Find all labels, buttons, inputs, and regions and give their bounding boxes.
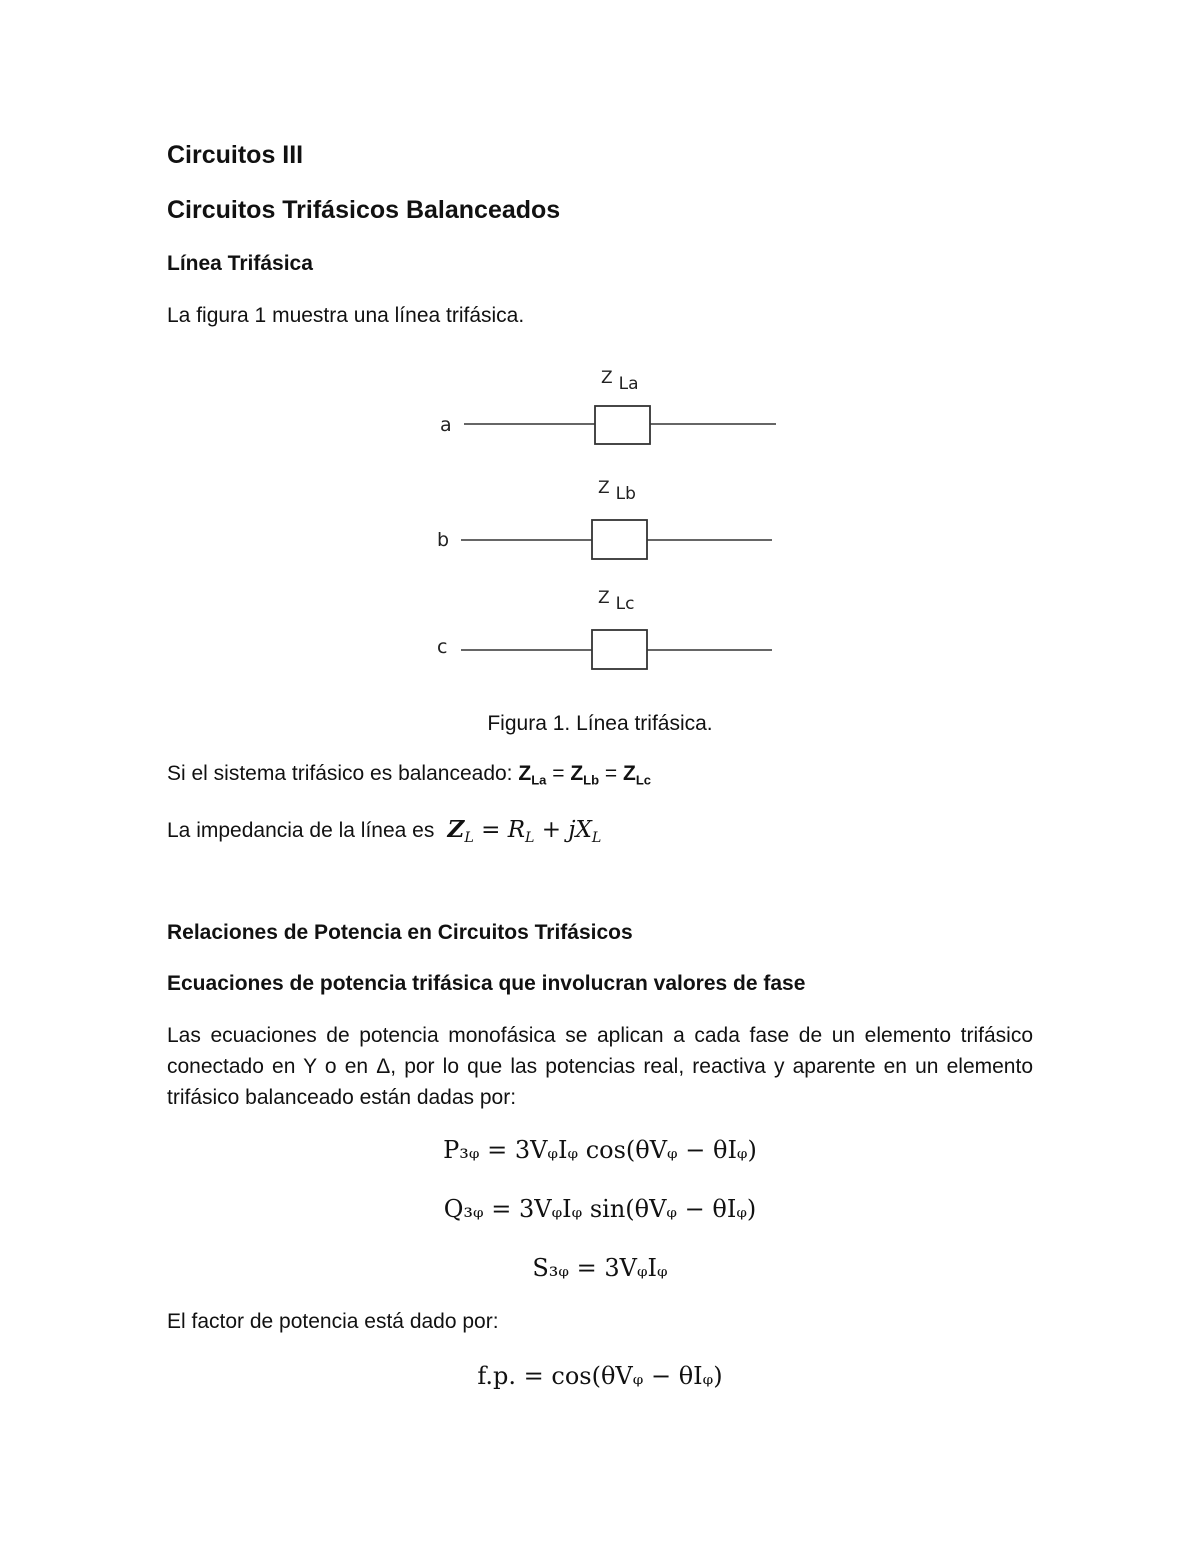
balanced-statement: Si el sistema trifásico es balanceado: $Z_{La} = Z_{Lb} = Z_{Lc}$ xyxy=(167,762,652,788)
impedance-statement: La impedancia de la línea es $Z_L = R_L + jX_L$ xyxy=(167,816,602,846)
body-paragraph: Las ecuaciones de potencia monofásica se aplican a cada fase de un elemento trifásico conectado en Y o en Δ, por lo que las potencias real, reactiva y aparente en un elemento trifásico balanceado están dadas por: xyxy=(167,1024,1033,1109)
section-heading-potencia: Relaciones de Potencia en Circuitos Trifásicos xyxy=(167,921,633,944)
phase-b xyxy=(437,478,772,559)
impedance-box xyxy=(592,520,647,559)
power-factor-equation: f.p. = cos(θVᵩ − θIᵩ) xyxy=(477,1362,723,1390)
impedance-label: Z Lc xyxy=(598,588,635,614)
section-heading-ecuaciones: Ecuaciones de potencia trifásica que involucran valores de fase xyxy=(167,972,806,995)
phase-label: a xyxy=(440,414,452,436)
page-subtitle: Circuitos Trifásicos Balanceados xyxy=(167,196,561,224)
page-title: Circuitos III xyxy=(167,141,304,169)
intro-text: La figura 1 muestra una línea trifásica. xyxy=(167,304,525,327)
impedance-equation: $Z_L = R_L + jX_L$ xyxy=(447,816,602,846)
phase-label: b xyxy=(437,529,450,551)
phase-label: c xyxy=(437,636,448,658)
reactive-power-equation: Q₃ᵩ = 3VᵩIᵩ sin(θVᵩ − θIᵩ) xyxy=(443,1195,757,1223)
figure-caption: Figura 1. Línea trifásica. xyxy=(487,712,713,735)
apparent-power-equation: S₃ᵩ = 3VᵩIᵩ xyxy=(532,1254,668,1282)
impedance-box xyxy=(592,630,647,669)
impedance-label: Z La xyxy=(601,368,639,394)
power-factor-text: El factor de potencia está dado por: xyxy=(167,1310,499,1333)
phase-c xyxy=(437,588,772,669)
impedance-label: Z Lb xyxy=(598,478,636,504)
real-power-equation: P₃ᵩ = 3VᵩIᵩ cos(θVᵩ − θIᵩ) xyxy=(443,1136,757,1164)
section-heading-linea: Línea Trifásica xyxy=(167,252,313,275)
three-phase-line-figure xyxy=(0,350,1200,690)
impedance-box xyxy=(595,406,650,444)
phase-a xyxy=(440,368,776,444)
